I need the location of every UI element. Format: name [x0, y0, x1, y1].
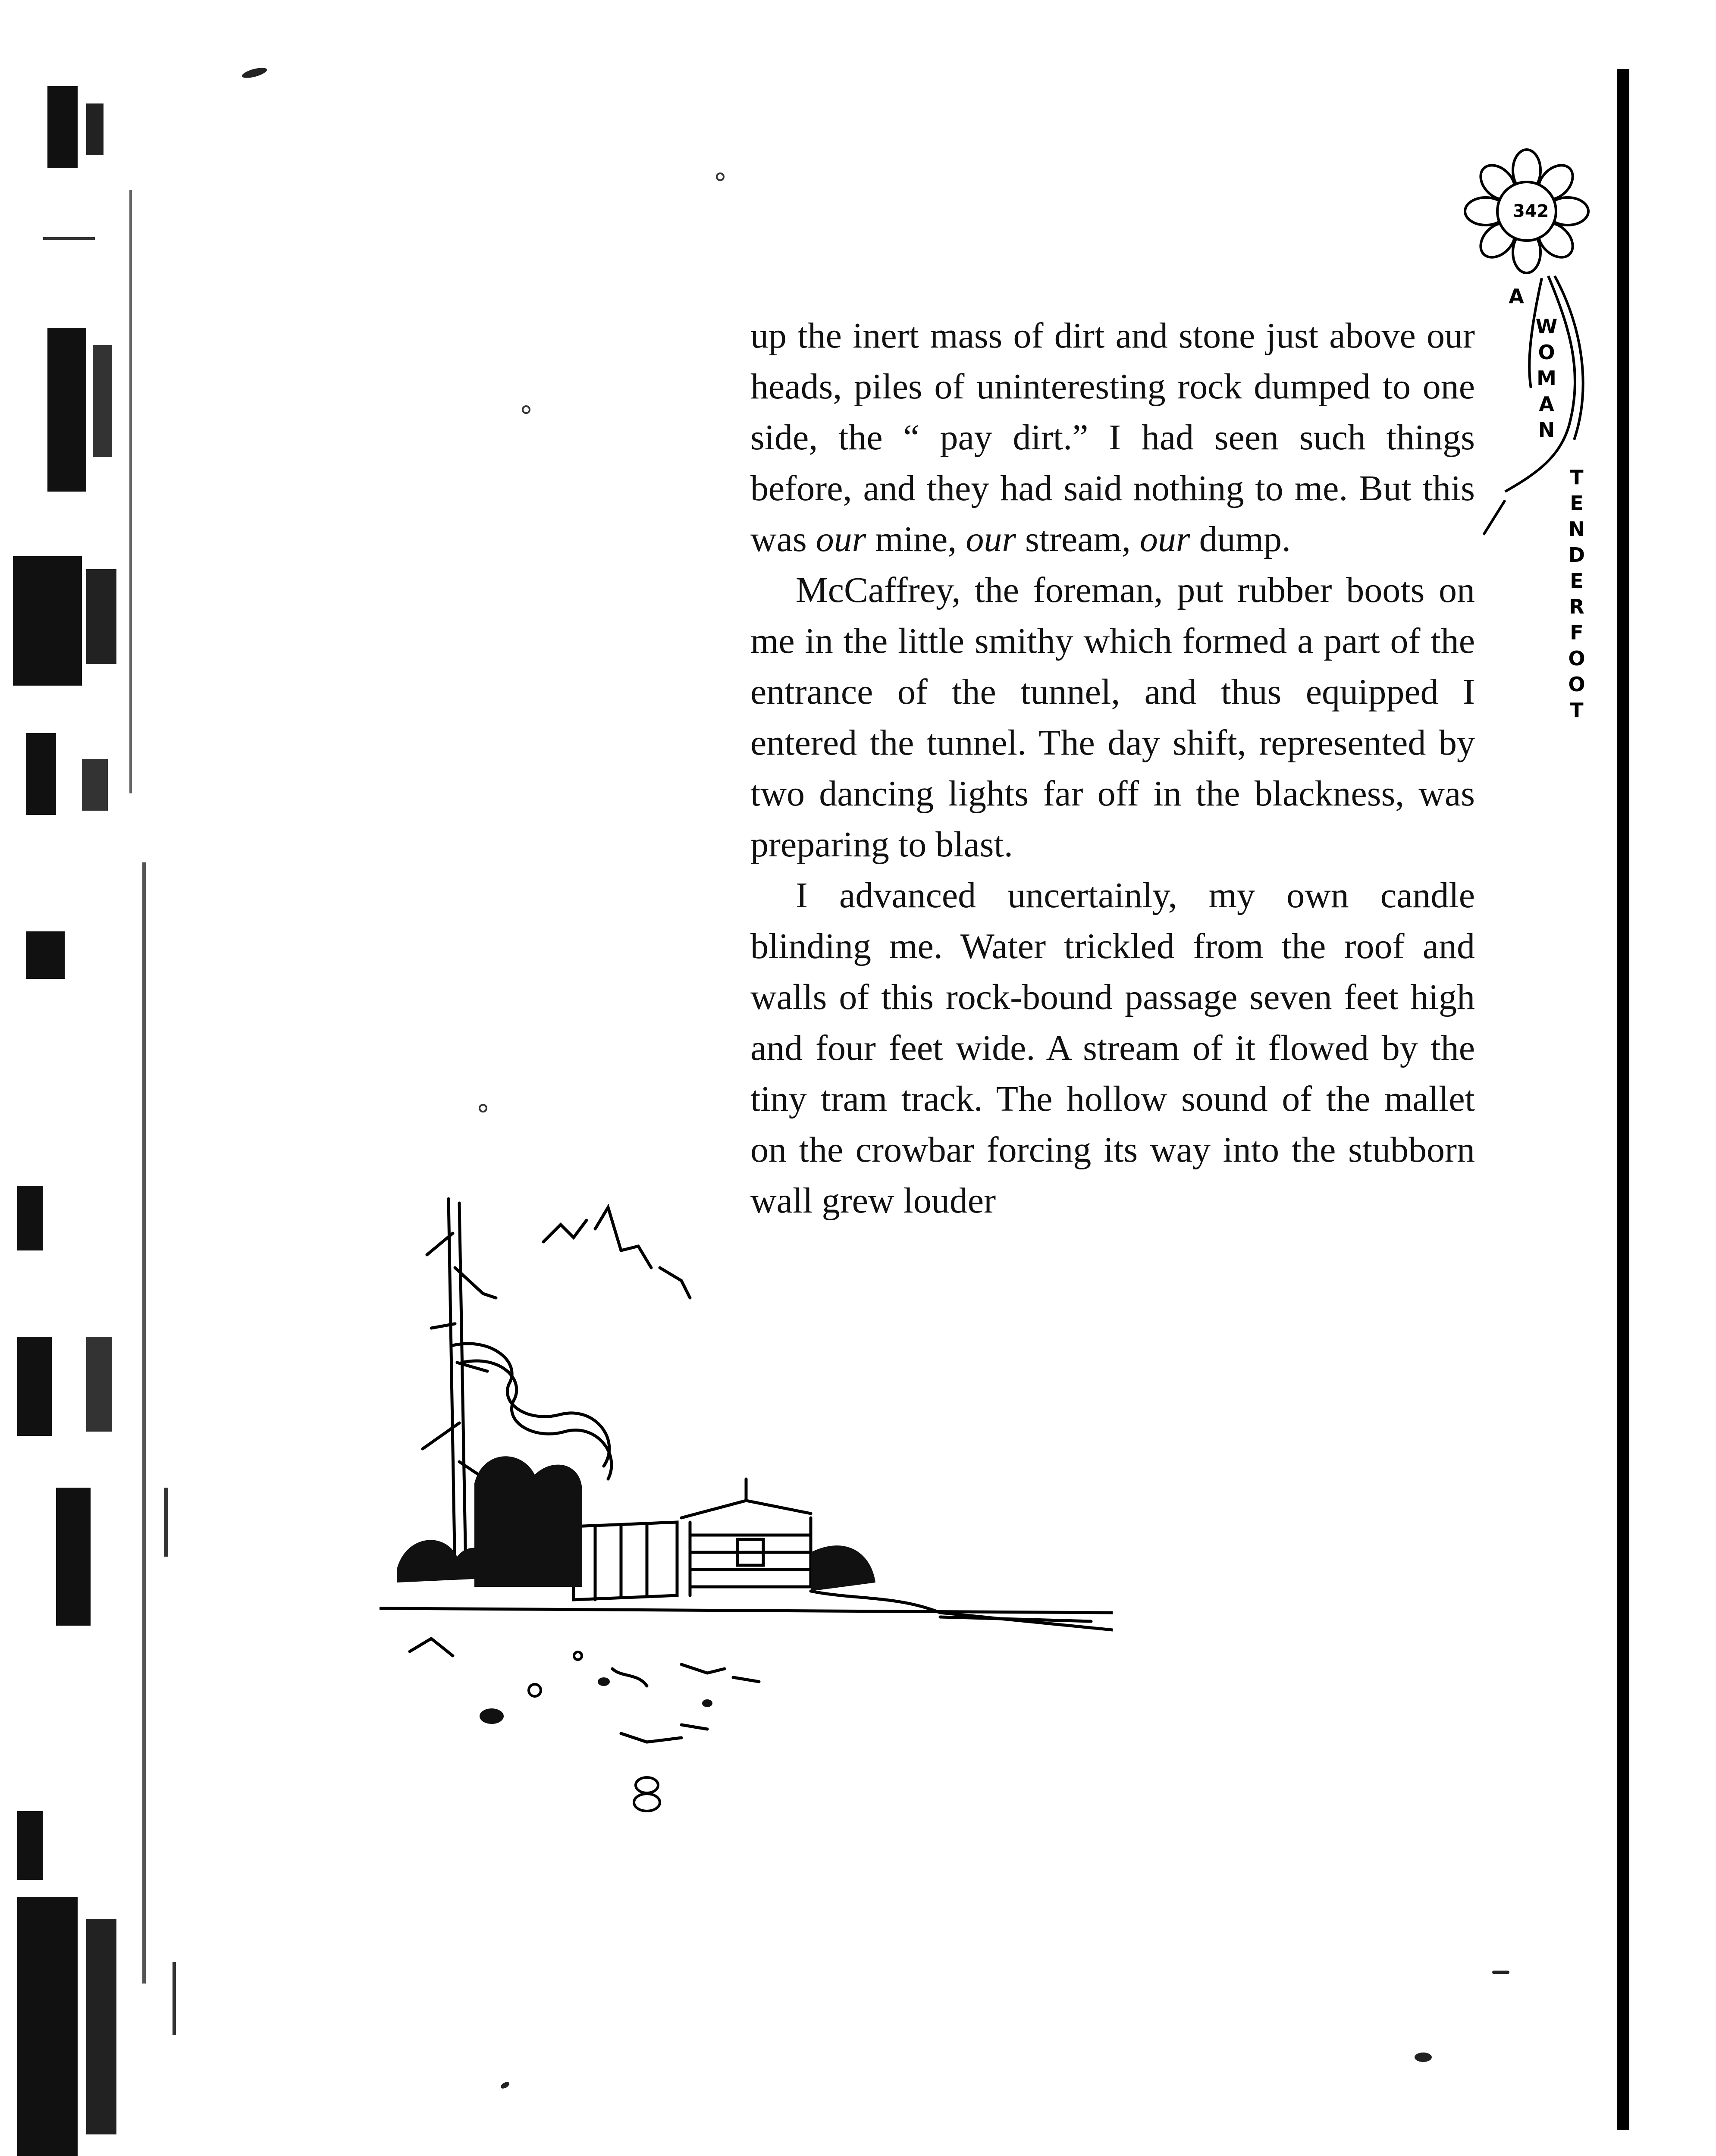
mining-camp-illustration [380, 1181, 1113, 1828]
body-text [750, 310, 1475, 1226]
scan-speck [1415, 2053, 1432, 2062]
paragraph-1: up the inert mass of dirt and stone just above our heads, piles of uninteresting rock dumped to one side, the “ pay dirt.” I had seen such things before, and they had said nothing to me. But this was our mine, our stream, our dump. [750, 316, 1475, 559]
paragraph-2: McCaffrey, the foreman, put rubber boots on me in the little smithy which formed a part of the entrance of the tunnel, and thus equipped I entered the tunnel. The day shift, represented by two dancing lights far off in the blackness, was preparing to blast. [750, 570, 1475, 865]
scan-speck [241, 66, 268, 80]
scan-speck [1492, 1971, 1509, 1974]
paragraph-3: I advanced uncertainly, my own candle blinding me. Water trickled from the roof and walls of this rock-bound passage seven feet high and four feet wide. A stream of it flowed by the tiny tram track. The hollow sound of the mallet on the crowbar forcing its way into the stubborn wall grew louder [750, 875, 1475, 1221]
right-margin-rule [1617, 69, 1629, 2130]
scan-speck [499, 2081, 510, 2090]
scan-speck [479, 1104, 487, 1112]
scan-speck [716, 172, 725, 181]
running-title: A W O M A N T E N D E R F O O T [1509, 285, 1585, 722]
page-number: 342 [1513, 201, 1549, 221]
scan-gutter-shadow [0, 0, 190, 2156]
scan-speck [522, 405, 530, 414]
